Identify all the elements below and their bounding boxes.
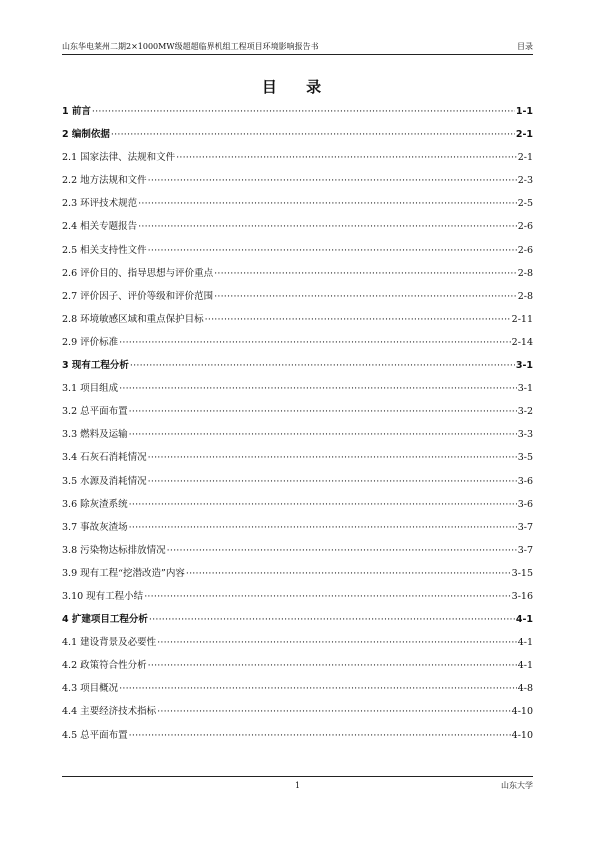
toc-entry-label: 3.6 除灰渣系统: [62, 498, 128, 510]
toc-entry-label: 2.9 评价标准: [62, 336, 119, 348]
toc-leader-dots: [119, 682, 517, 696]
toc-entry-page: 3-6: [517, 498, 533, 510]
toc-entry-page: 3-1: [515, 360, 533, 372]
toc-leader-dots: [129, 428, 517, 442]
toc-entry-label: 3.3 燃料及运输: [62, 429, 128, 441]
toc-leader-dots: [148, 244, 517, 258]
toc-entry[interactable]: [62, 105, 533, 128]
toc-entry[interactable]: [62, 128, 533, 151]
toc-entry[interactable]: [62, 313, 533, 336]
toc-leader-dots: [149, 613, 515, 627]
toc-entry[interactable]: [62, 451, 533, 474]
toc-entry-page: 3-6: [517, 475, 533, 487]
toc-entry-page: 2-3: [517, 175, 533, 187]
toc-entry-page: 4-10: [511, 729, 533, 741]
toc-leader-dots: [138, 220, 517, 234]
toc-entry-page: 3-3: [517, 429, 533, 441]
toc-entry-label: 3.2 总平面布置: [62, 406, 128, 418]
toc-entry-page: 3-7: [517, 521, 533, 533]
toc-entry-label: 3.5 水源及消耗情况: [62, 475, 147, 487]
toc-leader-dots: [119, 382, 517, 396]
toc-entry[interactable]: [62, 636, 533, 659]
page-header: [62, 40, 533, 55]
toc-leader-dots: [214, 267, 517, 281]
toc-entry-label: 2.8 环境敏感区域和重点保护目标: [62, 313, 204, 325]
header-section-label: 目录: [517, 42, 533, 51]
toc-entry[interactable]: [62, 659, 533, 682]
toc-leader-dots: [129, 498, 517, 512]
toc-entry-page: 2-6: [517, 244, 533, 256]
toc-entry-label: 2.7 评价因子、评价等级和评价范围: [62, 290, 214, 302]
toc-entry-page: 4-1: [517, 660, 533, 672]
toc-entry[interactable]: [62, 244, 533, 267]
toc-leader-dots: [119, 336, 511, 350]
toc-entry-label: 2.6 评价目的、指导思想与评价重点: [62, 267, 214, 279]
toc-entry[interactable]: [62, 151, 533, 174]
toc-entry-label: 3 现有工程分析: [62, 360, 129, 372]
toc-entry-page: 2-8: [517, 267, 533, 279]
toc-leader-dots: [129, 521, 517, 535]
toc-entry[interactable]: [62, 220, 533, 243]
toc-entry[interactable]: [62, 359, 533, 382]
toc-leader-dots: [144, 590, 510, 604]
toc-leader-dots: [157, 705, 511, 719]
toc-leader-dots: [176, 151, 517, 165]
toc-entry-label: 3.7 事故灰渣场: [62, 521, 128, 533]
toc-leader-dots: [130, 359, 515, 373]
toc-entry[interactable]: [62, 290, 533, 313]
toc-entry-page: 2-5: [517, 198, 533, 210]
toc-entry-label: 4.1 建设背景及必要性: [62, 637, 157, 649]
toc-entry-label: 4 扩建项目工程分析: [62, 614, 148, 626]
toc-entry-label: 2.2 地方法规和文件: [62, 175, 147, 187]
toc-entry[interactable]: [62, 405, 533, 428]
toc-entry-label: 2.5 相关支持性文件: [62, 244, 147, 256]
toc-leader-dots: [148, 659, 517, 673]
toc-entry-page: 3-16: [511, 590, 533, 602]
toc-entry-label: 3.10 现有工程小结: [62, 590, 144, 602]
toc-entry[interactable]: [62, 197, 533, 220]
toc-entry-label: 2.1 国家法律、法规和文件: [62, 152, 176, 164]
toc-entry-label: 4.3 项目概况: [62, 683, 119, 695]
toc-entry[interactable]: [62, 705, 533, 728]
toc-entry[interactable]: [62, 567, 533, 590]
toc-leader-dots: [214, 290, 517, 304]
toc-entry-label: 1 前言: [62, 106, 91, 117]
toc-entry-page: 4-1: [515, 614, 533, 626]
toc-entry-page: 4-1: [517, 637, 533, 649]
toc-entry[interactable]: [62, 544, 533, 567]
toc-entry[interactable]: [62, 174, 533, 197]
toc-entry[interactable]: [62, 382, 533, 405]
toc-entry[interactable]: [62, 729, 533, 752]
toc-entry-label: 2.4 相关专题报告: [62, 221, 138, 233]
toc-entry[interactable]: [62, 682, 533, 705]
toc-leader-dots: [111, 128, 515, 142]
toc-entry-page: 3-15: [511, 567, 533, 579]
toc-leader-dots: [186, 567, 511, 581]
footer-organization: 山东大学: [501, 781, 533, 790]
toc-entry-page: 4-10: [511, 706, 533, 718]
toc-entry-label: 4.4 主要经济技术指标: [62, 706, 157, 718]
toc-entry-page: 2-8: [517, 290, 533, 302]
toc-entry-label: 2 编制依据: [62, 129, 110, 141]
toc-leader-dots: [138, 197, 517, 211]
toc-leader-dots: [148, 174, 517, 188]
toc-leader-dots: [92, 105, 515, 119]
toc-entry[interactable]: [62, 590, 533, 613]
toc-leader-dots: [148, 475, 517, 489]
toc-entry-label: 3.1 项目组成: [62, 383, 119, 395]
toc-entry-page: 4-8: [517, 683, 533, 695]
toc-entry[interactable]: [62, 428, 533, 451]
toc-entry-page: 1-1: [515, 106, 533, 117]
toc-entry-label: 3.8 污染物达标排放情况: [62, 544, 166, 556]
toc-leader-dots: [148, 451, 517, 465]
page-footer: [62, 776, 533, 791]
toc-leader-dots: [205, 313, 511, 327]
toc-leader-dots: [157, 636, 517, 650]
toc-entry-label: 2.3 环评技术规范: [62, 198, 138, 210]
table-of-contents: [62, 105, 533, 752]
toc-entry-page: 2-11: [511, 313, 533, 325]
toc-leader-dots: [129, 729, 511, 743]
toc-leader-dots: [167, 544, 517, 558]
toc-entry[interactable]: [62, 498, 533, 521]
toc-entry-label: 3.4 石灰石消耗情况: [62, 452, 147, 464]
toc-entry-page: 2-1: [515, 129, 533, 141]
toc-entry-label: 4.2 政策符合性分析: [62, 660, 147, 672]
toc-entry-page: 3-1: [517, 383, 533, 395]
toc-entry-page: 2-14: [511, 336, 533, 348]
toc-entry-page: 3-2: [517, 406, 533, 418]
report-title: 山东华电莱州二期2×1000MW级超超临界机组工程项目环境影响报告书: [62, 42, 319, 51]
toc-title: 目 录: [261, 78, 334, 96]
page-number: 1: [294, 781, 301, 790]
toc-entry-page: 2-6: [517, 221, 533, 233]
toc-leader-dots: [129, 405, 517, 419]
toc-entry-label: 4.5 总平面布置: [62, 729, 128, 741]
toc-entry-page: 2-1: [517, 152, 533, 164]
toc-entry-page: 3-7: [517, 544, 533, 556]
toc-entry-page: 3-5: [517, 452, 533, 464]
toc-entry[interactable]: [62, 613, 533, 636]
toc-entry[interactable]: [62, 336, 533, 359]
toc-entry[interactable]: [62, 267, 533, 290]
toc-entry-label: 3.9 现有工程“挖潜改造”内容: [62, 567, 185, 579]
toc-entry[interactable]: [62, 475, 533, 498]
toc-entry[interactable]: [62, 521, 533, 544]
